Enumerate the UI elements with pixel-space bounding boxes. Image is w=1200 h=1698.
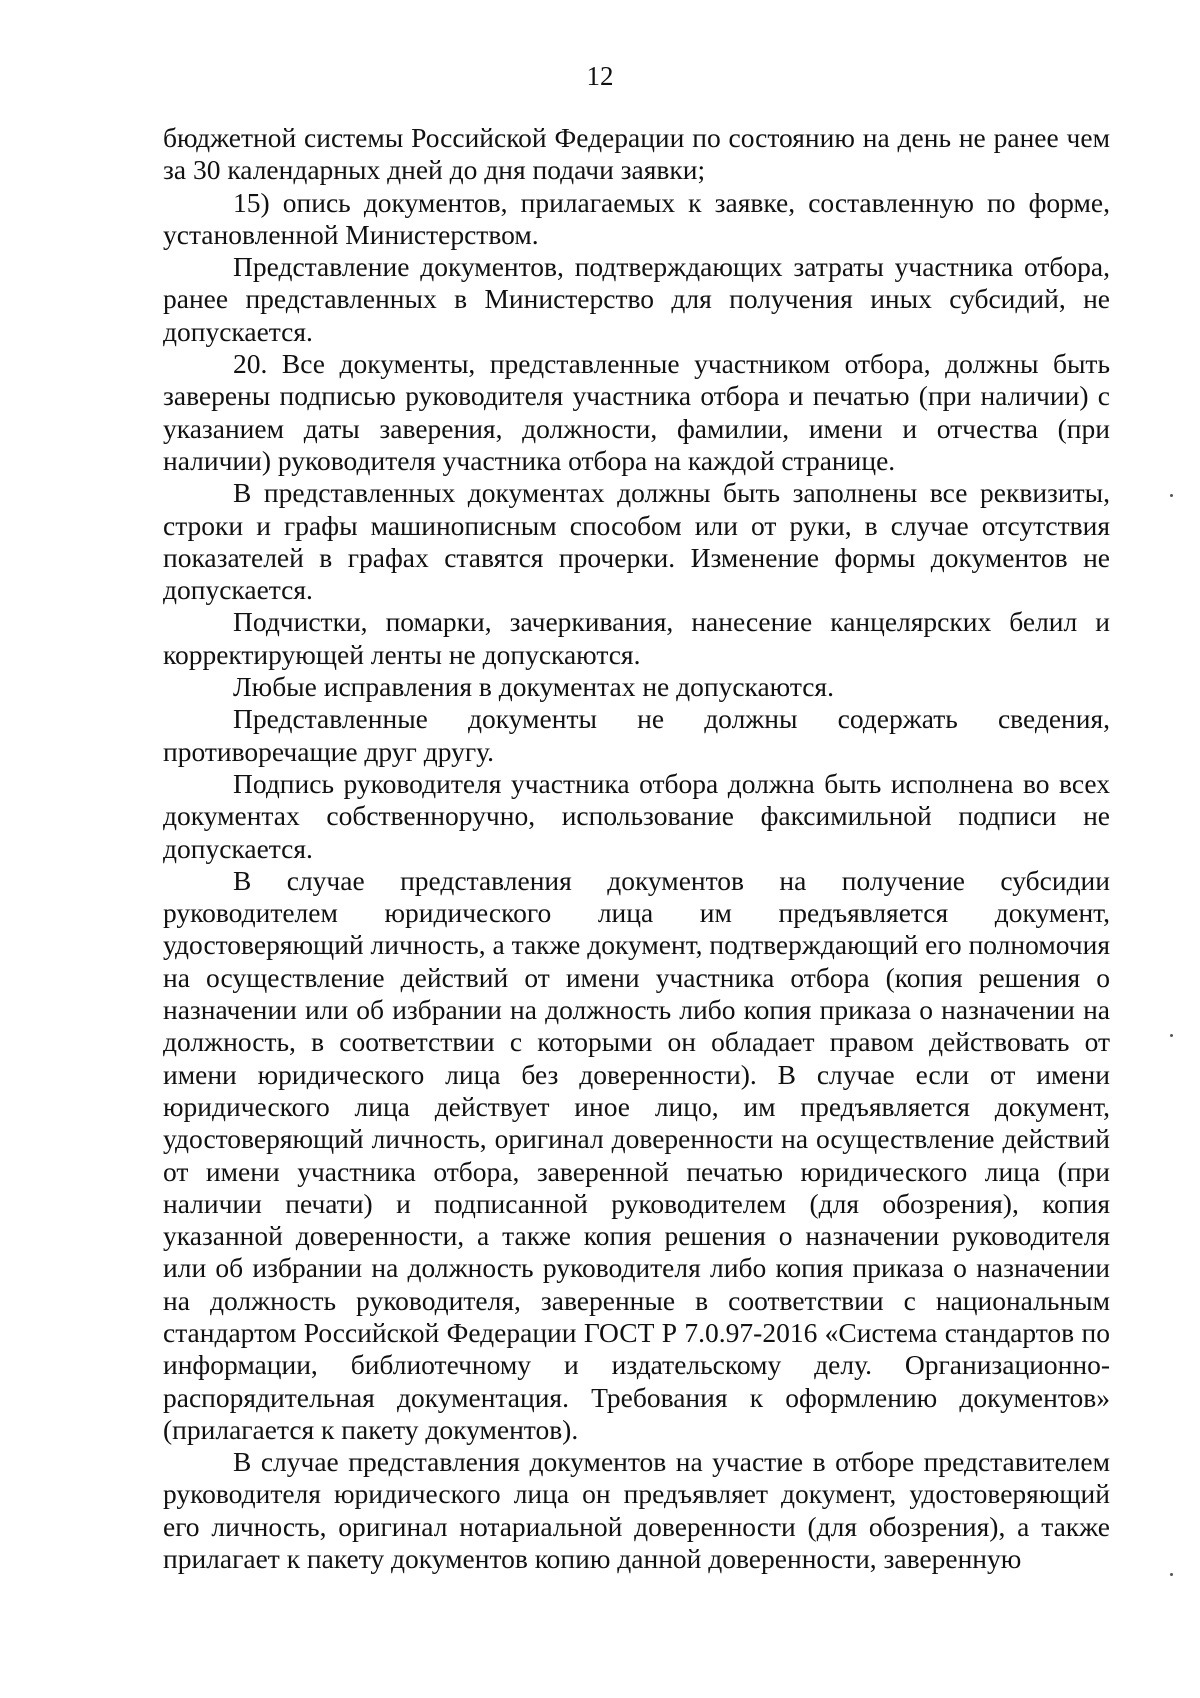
document-body: [163, 122, 1110, 1575]
paragraph-signature: Подпись руководителя участника отбора должна быть исполнена во всех документах собственноручно, использование факсимильной подписи не допускается.: [163, 767, 1110, 864]
paragraph-corrections: Любые исправления в документах не допускаются.: [233, 671, 834, 703]
paragraph-no-contradictions: Представленные документы не должны содержать сведения, противоречащие друг другу.: [163, 703, 1110, 767]
paragraph-item-20: 20. Все документы, представленные участником отбора, должны быть заверены подписью руководителя участника отбора и печатью (при наличии) с указанием даты заверения, должности, фамилии, имени и отчества (при наличии) руководителя участника отбора на каждой странице.: [163, 348, 1110, 476]
paragraph-representative: В случае представления документов на участие в отборе представителем руководителя юридического лица он предъявляет документ, удостоверяющий его личность, оригинал нотариальной доверенности (для обозрения), а также прилагает к пакету документов копию данной доверенности, заверенную: [163, 1446, 1110, 1575]
paragraph-budget-system: бюджетной системы Российской Федерации по состоянию на день не ранее чем за 30 календарных дней до дня подачи заявки;: [163, 122, 1110, 186]
scan-speck: [1170, 1034, 1173, 1037]
page-number: 12: [586, 61, 614, 91]
paragraph-erasures: Подчистки, помарки, зачеркивания, нанесение канцелярских белил и корректирующей ленты не допускаются.: [163, 606, 1110, 670]
paragraph-cost-documents: Представление документов, подтверждающих затраты участника отбора, ранее представленных в Министерство для получения иных субсидий, не допускается.: [163, 251, 1110, 347]
paragraph-item-15: 15) опись документов, прилагаемых к заявке, составленную по форме, установленной Министерством.: [163, 186, 1110, 250]
scan-speck: [1170, 494, 1173, 497]
paragraph-head-of-entity: В случае представления документов на получение субсидии руководителем юридического лица им предъявляется документ, удостоверяющий личность, а также документ, подтверждающий его полномочия на осуществление действий от имени участника отбора (копия решения о назначении или об избрании на должность либо копия приказа о назначении на должность, в соответствии с которыми он обладает правом действовать от имени юридического лица без доверенности). В случае если от имени юридического лица действует иное лицо, им предъявляется документ, удостоверяющий личность, оригинал доверенности на осуществление действий от имени участника отбора, заверенной печатью юридического лица (при наличии печати) и подписанной руководителем (для обозрения), копия указанной доверенности, а также копия решения о назначении руководителя или об избрании на должность руководителя либо копия приказа о назначении на должность руководителя, заверенные в соответствии с национальным стандартом Российской Федерации ГОСТ Р 7.0.97-2016 «Система стандартов по информации, библиотечному и издательскому делу. Организационно-распорядительная документация. Требования к оформлению документов» (прилагается к пакету документов).: [163, 864, 1110, 1445]
paragraph-requisites: В представленных документах должны быть заполнены все реквизиты, строки и графы машинописным способом или от руки, в случае отсутствия показателей в графах ставятся прочерки. Изменение формы документов не допускается.: [163, 477, 1110, 606]
scan-speck: [1170, 1573, 1173, 1576]
